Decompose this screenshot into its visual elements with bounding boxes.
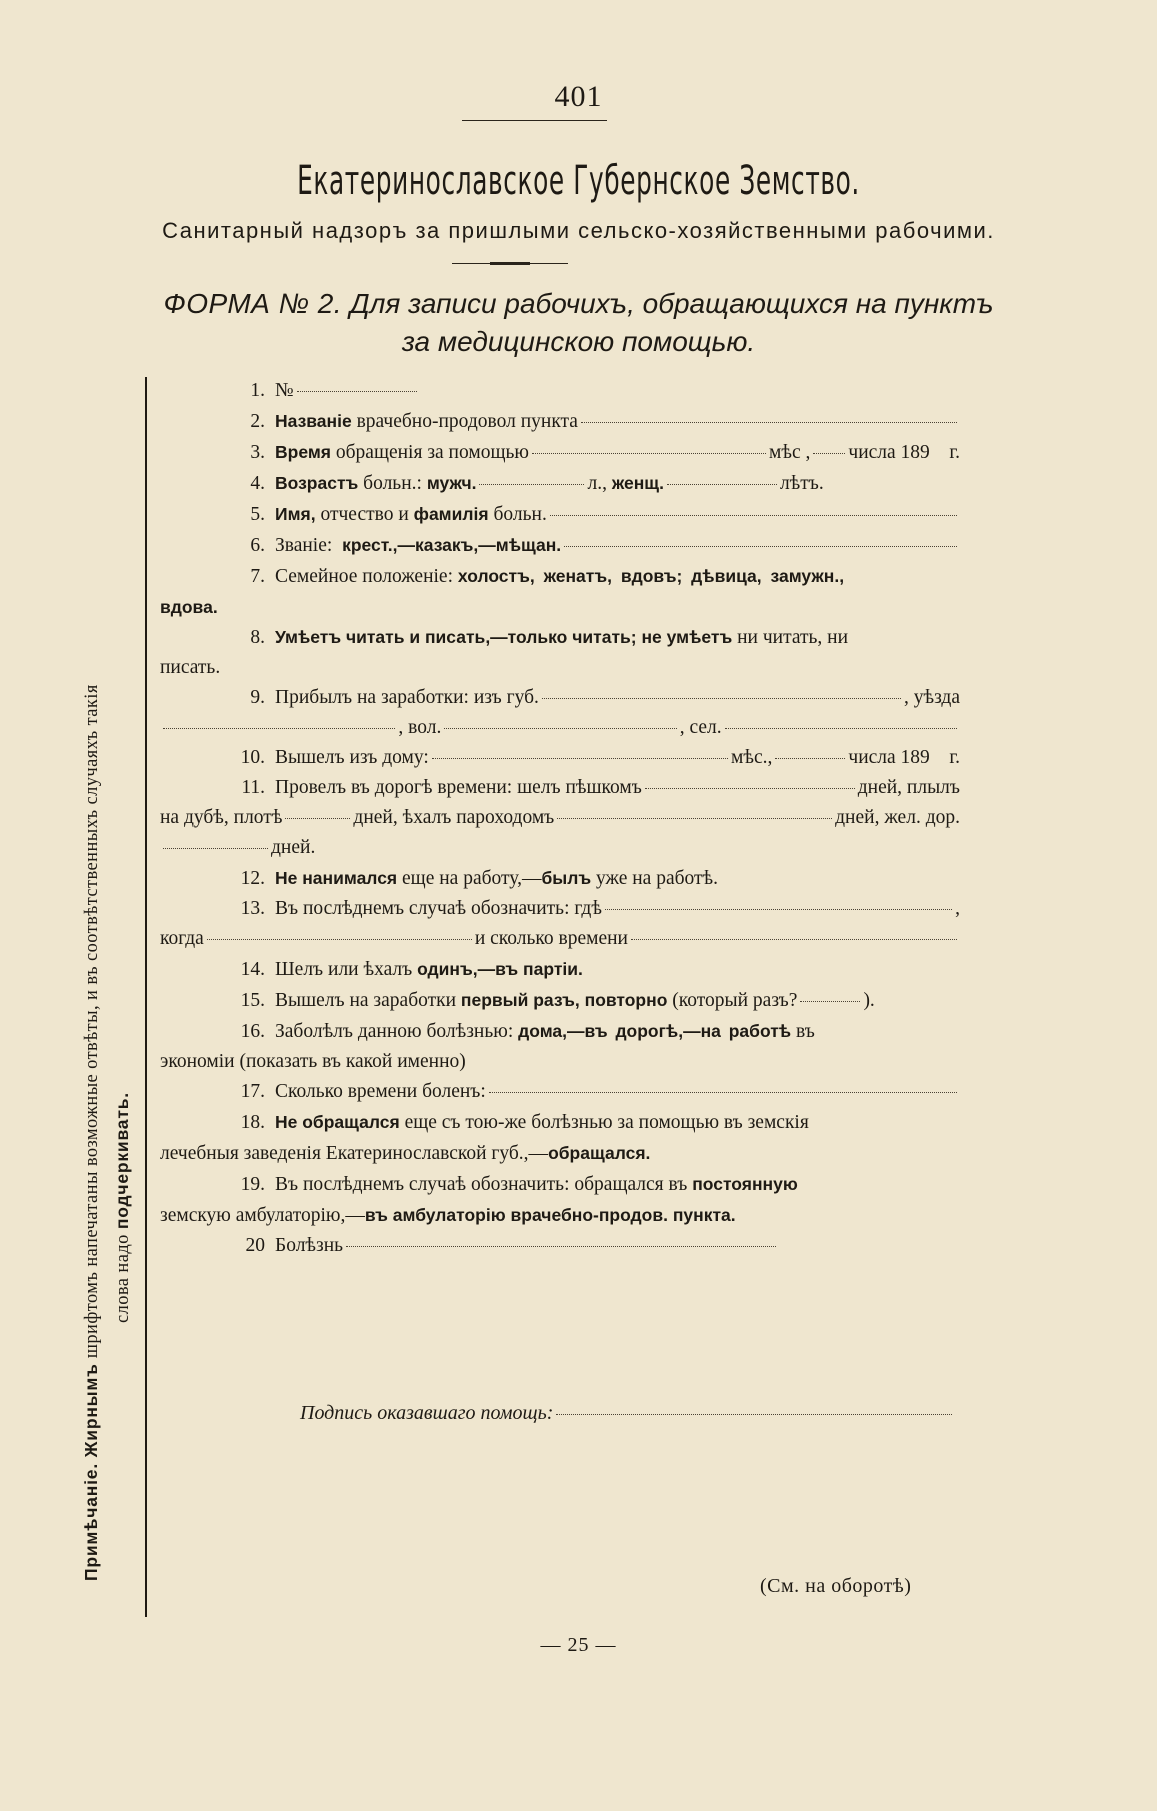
item-label: дней. <box>271 837 316 858</box>
header-rule <box>462 120 607 121</box>
item-number: 13. <box>240 898 265 919</box>
item-bold: былъ <box>541 868 592 888</box>
item-20 <box>160 1231 960 1261</box>
item-11-cont2 <box>160 833 960 863</box>
item-number: 3. <box>250 442 265 463</box>
item-label: еще на работу,— <box>402 868 542 889</box>
item-label: дней, ѣхалъ пароходомъ <box>353 807 555 828</box>
side-note <box>76 391 138 1581</box>
item-label: Вышелъ на заработки <box>275 990 457 1011</box>
item-number: 19. <box>240 1174 265 1195</box>
fill-field[interactable] <box>725 728 957 729</box>
fill-field[interactable] <box>489 1092 957 1093</box>
item-number: 15. <box>240 990 265 1011</box>
item-14 <box>160 954 960 985</box>
item-number: 1. <box>250 380 265 401</box>
form-title-line1: Для записи рабочихъ, обращающихся на пунктъ <box>349 288 994 319</box>
form-title <box>0 285 1157 361</box>
item-7-cont <box>160 592 960 622</box>
item-15 <box>160 985 960 1016</box>
item-bold: вдова. <box>160 597 218 617</box>
item-number: 6. <box>250 535 265 556</box>
side-note-bold1: Примѣчаніе. Жирнымъ <box>81 1363 101 1581</box>
item-label: числа 189 <box>848 442 930 463</box>
fill-field[interactable] <box>631 939 957 940</box>
item-label: ). <box>863 990 875 1011</box>
item-label: на дубѣ, плотѣ <box>160 807 283 828</box>
fill-field[interactable] <box>800 1001 860 1002</box>
item-label: Званіе: <box>275 535 333 556</box>
side-note-text2: слова надо <box>113 1234 133 1323</box>
document-title: Екатеринославское Губернское Земство. <box>297 158 860 204</box>
item-label: Прибылъ на заработки: изъ губ. <box>275 687 539 708</box>
item-label: , сел. <box>679 717 722 738</box>
item-number: 11. <box>241 777 265 798</box>
item-3 <box>160 437 960 468</box>
item-11-cont <box>160 803 960 833</box>
form-title-line2: за медицинскою помощью. <box>401 326 756 357</box>
item-bold: постоянную <box>692 1174 798 1194</box>
item-label: еще съ тою-же болѣзнью за помощью въ земскія <box>404 1112 809 1133</box>
item-bold: Возрастъ <box>275 473 359 493</box>
item-number: 7. <box>250 566 265 587</box>
item-19-cont <box>160 1200 960 1231</box>
item-label: въ <box>795 1021 815 1042</box>
item-number: 10. <box>240 747 265 768</box>
item-9-cont <box>160 713 960 743</box>
fill-field[interactable] <box>564 546 957 547</box>
item-label: писать. <box>160 657 221 678</box>
fill-field[interactable] <box>775 758 845 759</box>
fill-field[interactable] <box>163 848 268 849</box>
footer-page-number: — 25 — <box>540 1634 617 1656</box>
fill-field[interactable] <box>605 909 952 910</box>
item-label: когда <box>160 928 204 949</box>
item-bold: Не нанимался <box>275 868 398 888</box>
item-number: 5. <box>250 504 265 525</box>
ornament-rule <box>452 263 568 264</box>
item-label: Семейное положеніе: <box>275 566 454 587</box>
item-18 <box>160 1107 960 1138</box>
item-number: 18. <box>240 1112 265 1133</box>
item-number: 8. <box>250 627 265 648</box>
item-label: экономіи (показать въ какой именно) <box>160 1051 466 1072</box>
fill-field[interactable] <box>645 788 855 789</box>
fill-field[interactable] <box>285 818 350 819</box>
item-5 <box>160 499 960 530</box>
item-bold: холостъ, женатъ, вдовъ; дѣвица, замужн., <box>457 566 845 586</box>
item-label: л., <box>587 473 607 494</box>
fill-field[interactable] <box>207 939 472 940</box>
fill-field[interactable] <box>550 515 957 516</box>
item-label: земскую амбулаторію,— <box>160 1205 365 1226</box>
item-label: Заболѣлъ данною болѣзнью: <box>275 1021 514 1042</box>
item-label: ни читать, ни <box>737 627 849 648</box>
item-label: , вол. <box>398 717 442 738</box>
item-label: мѣс , <box>769 442 811 463</box>
item-11 <box>160 773 960 803</box>
item-13-cont <box>160 924 960 954</box>
item-bold: въ амбулаторію врачебно-продов. пункта. <box>364 1205 736 1225</box>
item-4 <box>160 468 960 499</box>
item-number: 12. <box>240 868 265 889</box>
item-label: лѣтъ. <box>779 473 824 494</box>
fill-field[interactable] <box>297 391 417 392</box>
item-label: мѣс., <box>731 747 773 768</box>
item-label: Провелъ въ дорогѣ времени: шелъ пѣшкомъ <box>275 777 642 798</box>
item-label: Вышелъ изъ дому: <box>275 747 429 768</box>
fill-field[interactable] <box>581 422 957 423</box>
item-number: 4. <box>250 473 265 494</box>
item-label: обращенія за помощью <box>335 442 529 463</box>
item-bold: одинъ,—въ партіи. <box>417 959 583 979</box>
side-note-bold2: подчеркивать. <box>112 1092 132 1230</box>
item-label: , уѣзда <box>903 687 960 708</box>
form-number: ФОРМА № 2. <box>163 288 343 319</box>
fill-field[interactable] <box>557 818 832 819</box>
item-16 <box>160 1016 960 1047</box>
item-number: 17. <box>240 1081 265 1102</box>
item-label: дней, жел. дор. <box>835 807 960 828</box>
fill-field[interactable] <box>346 1246 776 1247</box>
item-label: г. <box>949 747 960 768</box>
item-label: Сколько времени боленъ: <box>275 1081 486 1102</box>
fill-field[interactable] <box>479 484 584 485</box>
item-bold: Умѣетъ читать и писать,—только читать; не умѣетъ <box>275 627 733 647</box>
item-12 <box>160 863 960 894</box>
item-label: лечебныя заведенія Екатеринославской губ.,— <box>160 1143 549 1164</box>
item-8-cont <box>160 653 960 683</box>
item-bold: дома,—въ дорогѣ,—на работѣ <box>518 1021 792 1041</box>
signature-label: Подпись оказавшаго помощь: <box>300 1402 554 1424</box>
item-label: Въ послѣднемъ случаѣ обозначить: гдѣ <box>275 898 602 919</box>
side-note-text1: шрифтомъ напечатаны возможные отвѣты, и въ соотвѣтственныхъ случаяхъ такія <box>82 684 102 1359</box>
signature-line <box>300 1402 955 1425</box>
item-label: (который разъ? <box>672 990 798 1011</box>
item-label: больн.: <box>363 473 422 494</box>
item-bold: фамилія <box>413 504 489 524</box>
item-2 <box>160 406 960 437</box>
item-number: 2. <box>250 411 265 432</box>
item-bold: женщ. <box>611 473 664 493</box>
item-label: врачебно-продовол пункта <box>356 411 578 432</box>
item-label: , <box>955 898 960 919</box>
item-bold: обращался. <box>548 1143 651 1163</box>
item-bold: Названіе <box>275 411 352 431</box>
fill-field[interactable] <box>532 453 766 454</box>
signature-field[interactable] <box>556 1414 952 1415</box>
fill-field[interactable] <box>163 728 395 729</box>
item-18-cont <box>160 1138 960 1169</box>
item-bold: Не обращался <box>275 1112 400 1132</box>
item-label: числа 189 <box>848 747 930 768</box>
item-13 <box>160 894 960 924</box>
fill-field[interactable] <box>813 453 845 454</box>
item-label: больн. <box>493 504 547 525</box>
item-bold: Имя, <box>275 504 316 524</box>
fill-field[interactable] <box>432 758 728 759</box>
document-subtitle: Санитарный надзоръ за пришлыми сельско-хозяйственными рабочими. <box>162 218 995 243</box>
item-bold: Время <box>275 442 331 462</box>
item-label: отчество и <box>320 504 409 525</box>
item-label: уже на работѣ. <box>595 868 718 889</box>
fill-field[interactable] <box>542 698 901 699</box>
item-10 <box>160 743 960 773</box>
item-number: 14. <box>240 959 265 980</box>
form-items <box>160 376 960 1261</box>
fill-field[interactable] <box>444 728 676 729</box>
item-label: № <box>275 380 294 401</box>
item-17 <box>160 1077 960 1107</box>
see-over-note: (См. на оборотѣ) <box>760 1575 912 1597</box>
item-7 <box>160 561 960 592</box>
item-9 <box>160 683 960 713</box>
item-label: Въ послѣднемъ случаѣ обозначить: обращался въ <box>275 1174 688 1195</box>
item-number: 16. <box>240 1021 265 1042</box>
item-label: г. <box>949 442 960 463</box>
item-number: 20 <box>245 1235 265 1256</box>
item-label: Шелъ или ѣхалъ <box>275 959 413 980</box>
item-8 <box>160 622 960 653</box>
item-label: Болѣзнь <box>275 1235 344 1256</box>
item-16-cont <box>160 1047 960 1077</box>
item-bold: мужч. <box>426 473 477 493</box>
item-number: 9. <box>250 687 265 708</box>
item-1 <box>160 376 960 406</box>
item-6 <box>160 530 960 561</box>
margin-line <box>145 377 147 1617</box>
item-bold: крест.,—казакъ,—мѣщан. <box>342 535 562 555</box>
item-bold: первый разъ, повторно <box>460 990 668 1010</box>
item-19 <box>160 1169 960 1200</box>
fill-field[interactable] <box>667 484 777 485</box>
item-label: и сколько времени <box>474 928 628 949</box>
page-number: 401 <box>554 80 603 113</box>
item-label: дней, плылъ <box>857 777 960 798</box>
